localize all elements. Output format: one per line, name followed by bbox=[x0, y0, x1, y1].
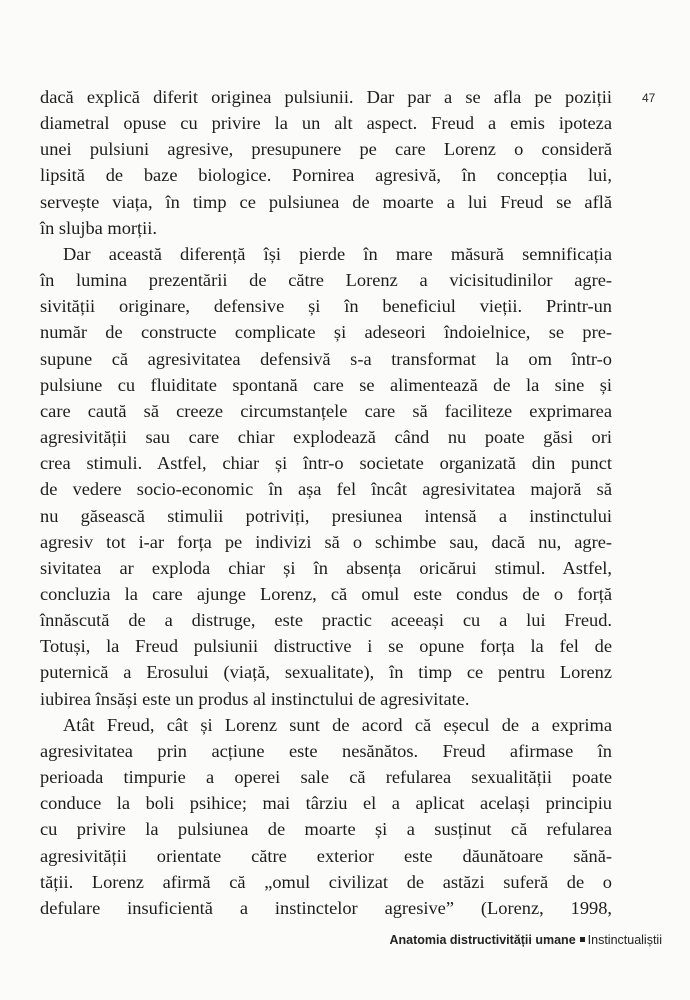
footer-section-title: Instinctualiștii bbox=[587, 933, 662, 947]
text-line: nu găsească stimulii potriviți, presiunea intensă a instinctului bbox=[40, 505, 612, 526]
running-footer bbox=[390, 933, 663, 947]
text-line: agresivității sau care chiar explodează când nu poate găsi ori bbox=[40, 427, 612, 448]
text-line: Atât Freud, cât și Lorenz sunt de acord că eșecul de a exprima bbox=[63, 714, 612, 735]
text-line: agresiv tot i-ar forța pe indivizi să o schimbe sau, dacă nu, agre- bbox=[40, 531, 612, 552]
text-line: dacă explică diferit originea pulsiunii. Dar par a se afla pe poziții bbox=[40, 87, 612, 107]
text-line: număr de constructe complicate și adeseori îndoielnice, se pre- bbox=[40, 322, 612, 343]
text-line: concluzia la care ajunge Lorenz, că omul este condus de o forță bbox=[40, 583, 612, 604]
footer-book-title: Anatomia distructivității umane bbox=[389, 933, 576, 947]
text-line: iubirea însăși este un produs al instinctului de agresivitate. bbox=[40, 688, 470, 709]
text-line: sivitatea ar exploda chiar și în absența oricărui stimul. Astfel, bbox=[40, 557, 612, 578]
text-line: Dar această diferență își pierde în mare măsură semnificația bbox=[63, 243, 612, 264]
text-line: conduce la boli psihice; mai târziu el a aplicat același principiu bbox=[40, 793, 612, 814]
text-line: crea stimuli. Astfel, chiar și într-o societate organizată din punct bbox=[40, 453, 612, 474]
text-line: de vedere socio-economic în așa fel încât agresivitatea majoră să bbox=[40, 479, 612, 500]
text-line: pulsiune cu fluiditate spontană care se alimentează de la sine și bbox=[40, 374, 612, 395]
text-line: defulare insuficientă a instinctelor agresive” (Lorenz, 1998, bbox=[40, 897, 612, 918]
text-line: sivității originare, defensive și în beneficiul vieții. Printr-un bbox=[40, 296, 612, 317]
text-line: lipsită de baze biologice. Pornirea agresivă, în concepția lui, bbox=[40, 165, 612, 186]
text-line: perioada timpurie a operei sale că refularea sexualității poate bbox=[40, 767, 612, 788]
text-line: agresivității orientate către exterior este dăunătoare sănă- bbox=[40, 845, 612, 866]
text-line: cu privire la pulsiunea de moarte și a susținut că refularea bbox=[40, 819, 612, 840]
footer-separator-square bbox=[580, 937, 585, 942]
text-line: puternică a Erosului (viață, sexualitate), în timp ce pentru Lorenz bbox=[40, 662, 612, 683]
paragraph-1 bbox=[40, 84, 612, 241]
paragraph-2 bbox=[40, 241, 612, 712]
text-line: în lumina prezentării de către Lorenz a vicisitudinilor agre- bbox=[40, 270, 612, 291]
text-line: servește viața, în timp ce pulsiunea de moarte a lui Freud se află bbox=[40, 191, 612, 212]
text-line: Totuși, la Freud pulsiunii distructive i se opune forța la fel de bbox=[40, 636, 612, 657]
text-line: agresivitatea prin acțiune este nesănătos. Freud afirmase în bbox=[40, 740, 612, 761]
text-line: tății. Lorenz afirmă că „omul civilizat de astăzi suferă de o bbox=[40, 871, 612, 892]
text-line: supune că agresivitatea defensivă s-a transformat la om într-o bbox=[40, 348, 612, 369]
text-line: diametral opuse cu privire la un alt aspect. Freud a emis ipoteza bbox=[40, 113, 612, 134]
text-line: care caută să creeze circumstanțele care să faciliteze exprimarea bbox=[40, 400, 612, 421]
text-line: unei pulsiuni agresive, presupunere pe care Lorenz o consideră bbox=[40, 139, 612, 160]
text-line: în slujba morții. bbox=[40, 217, 157, 238]
body-text bbox=[40, 84, 612, 921]
page-number: 47 bbox=[642, 91, 656, 105]
text-line: înnăscută de a distruge, este practic aceeași cu a lui Freud. bbox=[40, 610, 612, 631]
paragraph-3 bbox=[40, 712, 612, 921]
